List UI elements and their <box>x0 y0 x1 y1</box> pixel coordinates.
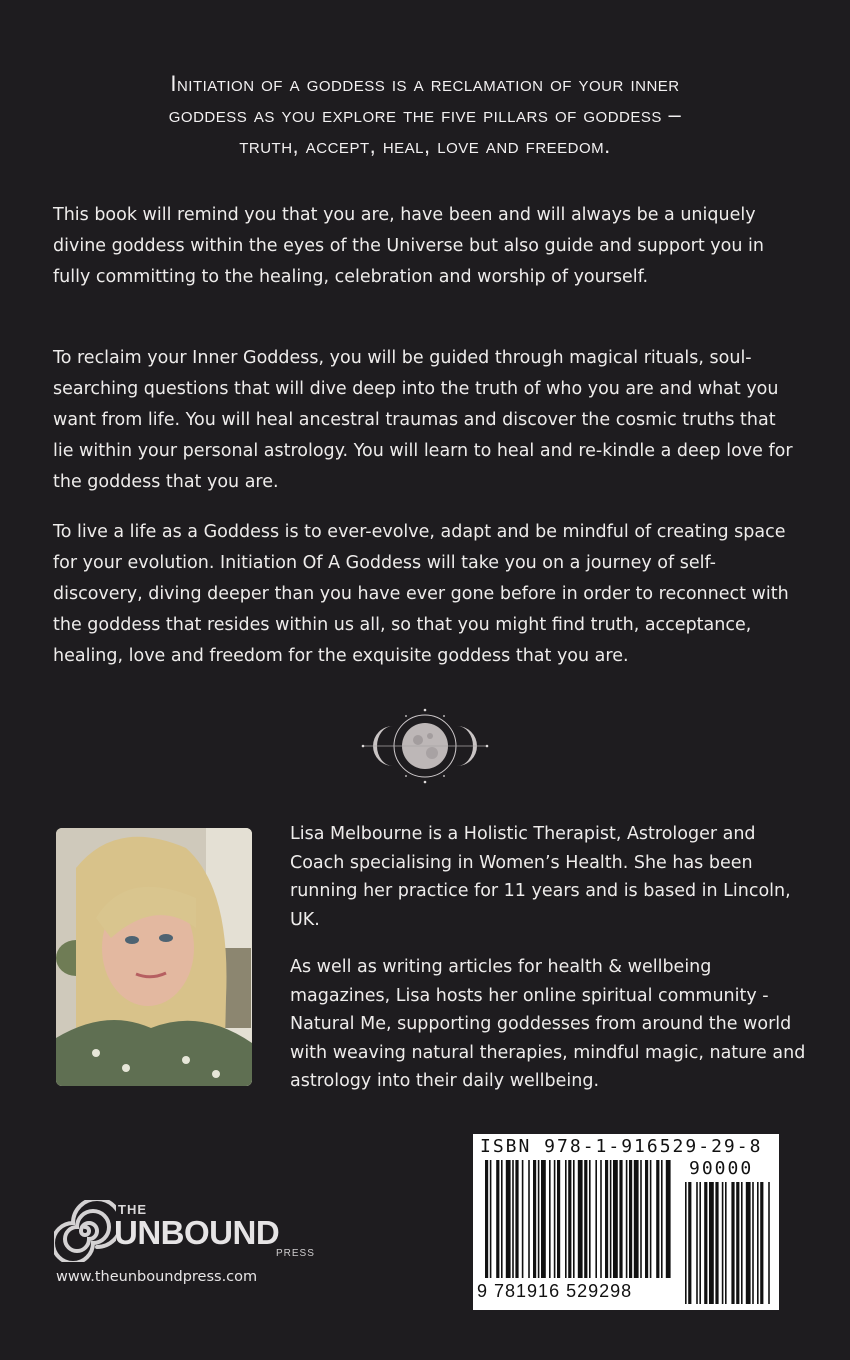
addon-code: 90000 <box>689 1158 754 1179</box>
description-paragraph-1: This book will remind you that you are, have been and will always be a uniquely divine goddess within the eyes of the Universe but also guide and support you in fully committing to the healing, celebration and worship of yourself. <box>53 205 764 287</box>
publisher-logo-name: UNBOUND <box>114 1214 280 1251</box>
publisher-logo-the: THE <box>118 1202 147 1217</box>
tagline <box>40 68 810 161</box>
author-bio-paragraph-1: Lisa Melbourne is a Holistic Therapist, Astrologer and Coach specialising in Women’s Health. She has been running her practice for 11 years and is based in Lincoln, UK. <box>290 824 791 930</box>
publisher-url: www.theunboundpress.com <box>56 1269 258 1285</box>
triple-moon-icon <box>360 706 490 786</box>
tagline-line-2: goddess as you explore the five pillars of goddess – <box>168 102 682 127</box>
author-photo <box>56 828 252 1086</box>
publisher-logo-press: PRESS <box>276 1248 315 1259</box>
author-bio-paragraph-2: As well as writing articles for health & wellbeing magazines, Lisa hosts her online spiritual community - Natural Me, supporting goddesses from around the world with weaving natural therapies, mindful magic, nature and astrology into their daily wellbeing. <box>290 957 806 1091</box>
description-paragraph-2: To reclaim your Inner Goddess, you will be guided through magical rituals, soul-searching questions that will dive deep into the truth of who you are and what you want from life. You will heal ancestral traumas and discover the cosmic truths that lie within your personal astrology. You will learn to heal and re-kindle a deep love for the goddess that you are. <box>53 348 793 492</box>
publisher-logo <box>54 1200 324 1264</box>
spiral-icon <box>54 1200 116 1262</box>
tagline-line-1: Initiation of a goddess is a reclamation of your inner <box>170 71 680 96</box>
ean-digits: 9 781916 529298 <box>477 1281 633 1301</box>
isbn-label: ISBN 978-1-916529-29-8 <box>480 1136 763 1157</box>
author-portrait-illustration <box>56 828 252 1086</box>
tagline-line-3: truth, accept, heal, love and freedom. <box>239 133 611 158</box>
isbn-barcode <box>473 1134 779 1310</box>
description-paragraph-3: To live a life as a Goddess is to ever-evolve, adapt and be mindful of creating space for your evolution. Initiation Of A Goddess will take you on a journey of self-discovery, diving deeper than you have ever gone before in order to reconnect with the goddess that resides within us all, so that you might find truth, acceptance, healing, love and freedom for the exquisite goddess that you are. <box>53 522 789 666</box>
